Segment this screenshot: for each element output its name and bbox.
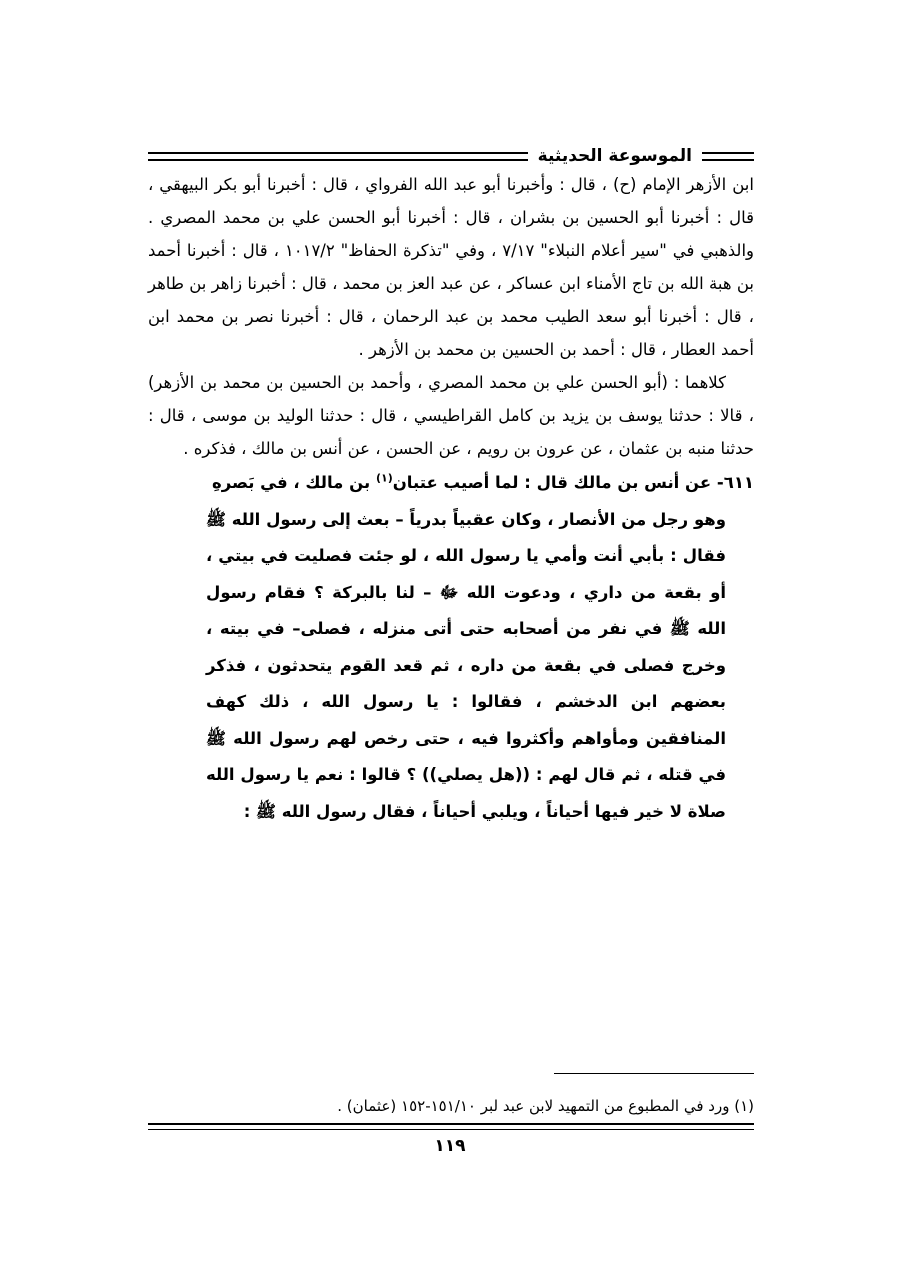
footnote-reference[interactable]: (١): [375, 471, 393, 485]
footnote-separator: [554, 1073, 754, 1074]
hadith-611: [148, 465, 754, 830]
hadith-text: وهو رجل من الأنصار ، وكان عقبياً بدرياً – بعث إلى رسول الله ﷺ فقال : بأبي أنت وأمي يا رسول الله ، لو جئت فصليت في بيتي ، أو بقعة من داري ، ودعوت الله ﷻ – لنا بالبركة ؟ فقام رسول الله ﷺ في نفر من أصحابه حتى أتى منزله ، فصلى– في بيته ، وخرج فصلى في بقعة من داره ، ثم قعد القوم يتحدثون ، فذكر بعضهم ابن الدخشم ، فقالوا : يا رسول الله ، ذلك كهف المنافقين ومأواهم وأكثروا فيه ، حتى رخص لهم رسول الله ﷺ في قتله ، ثم قال لهم : ((هل يصلي)) ؟ قالوا : نعم يا رسول الله صلاة لا خير فيها أحياناً ، ويلبي أحياناً ، فقال رسول الله ﷺ :: [206, 509, 726, 821]
header-title: الموسوعة الحديثية: [537, 146, 692, 166]
footer-rule: [148, 1123, 754, 1130]
paragraph-isnad-1: ابن الأزهر الإمام (ح) ، قال : وأخبرنا أبو عبد الله الفرواي ، قال : أخبرنا أبو بكر البيهقي ، قال : أخبرنا أبو الحسين بن بشران ، قال : أخبرنا أبو الحسن علي بن محمد المصري . والذهبي في "سير أعلام النبلاء" ٧/١٧ ، وفي "تذكرة الحفاظ" ١٠١٧/٢ ، قال : أخبرنا أحمد بن هبة الله بن تاج الأمناء ابن عساكر ، عن عبد العز بن محمد ، قال : أخبرنا زاهر بن طاهر ، قال : أخبرنا أبو سعد الطيب محمد بن عبد الرحمان ، قال : أخبرنا نصر بن محمد ابن أحمد العطار ، قال : أحمد بن الحسين بن محمد بن الأزهر .: [148, 175, 755, 359]
hadith-opening-rest: بن مالك ، في بَصرهِ: [211, 473, 376, 492]
hadith-opening: ٦١١- عن أنس بن مالك قال : لما أصيب عتبان: [392, 473, 754, 492]
paragraph-isnad-2: كلاهما : (أبو الحسن علي بن محمد المصري ، وأحمد بن الحسين بن محمد بن الأزهر) ، قالا : حدثنا يوسف بن يزيد بن كامل القراطيسي ، قال : حدثنا الوليد بن موسى ، قال : حدثنا منبه بن عثمان ، عن عرون بن رويم ، عن الحسن ، عن أنس بن مالك ، فذكره .: [148, 373, 754, 458]
running-header: [148, 144, 754, 168]
header-rule-right: [702, 152, 754, 161]
header-rule-left: [148, 152, 528, 161]
main-text: [148, 168, 754, 830]
footnote: (١) ورد في المطبوع من التمهيد لابن عبد لبر ١٥١/١٠-١٥٢ (عثمان) .: [337, 1097, 754, 1115]
page-number: ١١٩: [434, 1136, 466, 1156]
hadith-first-line: [148, 465, 754, 502]
